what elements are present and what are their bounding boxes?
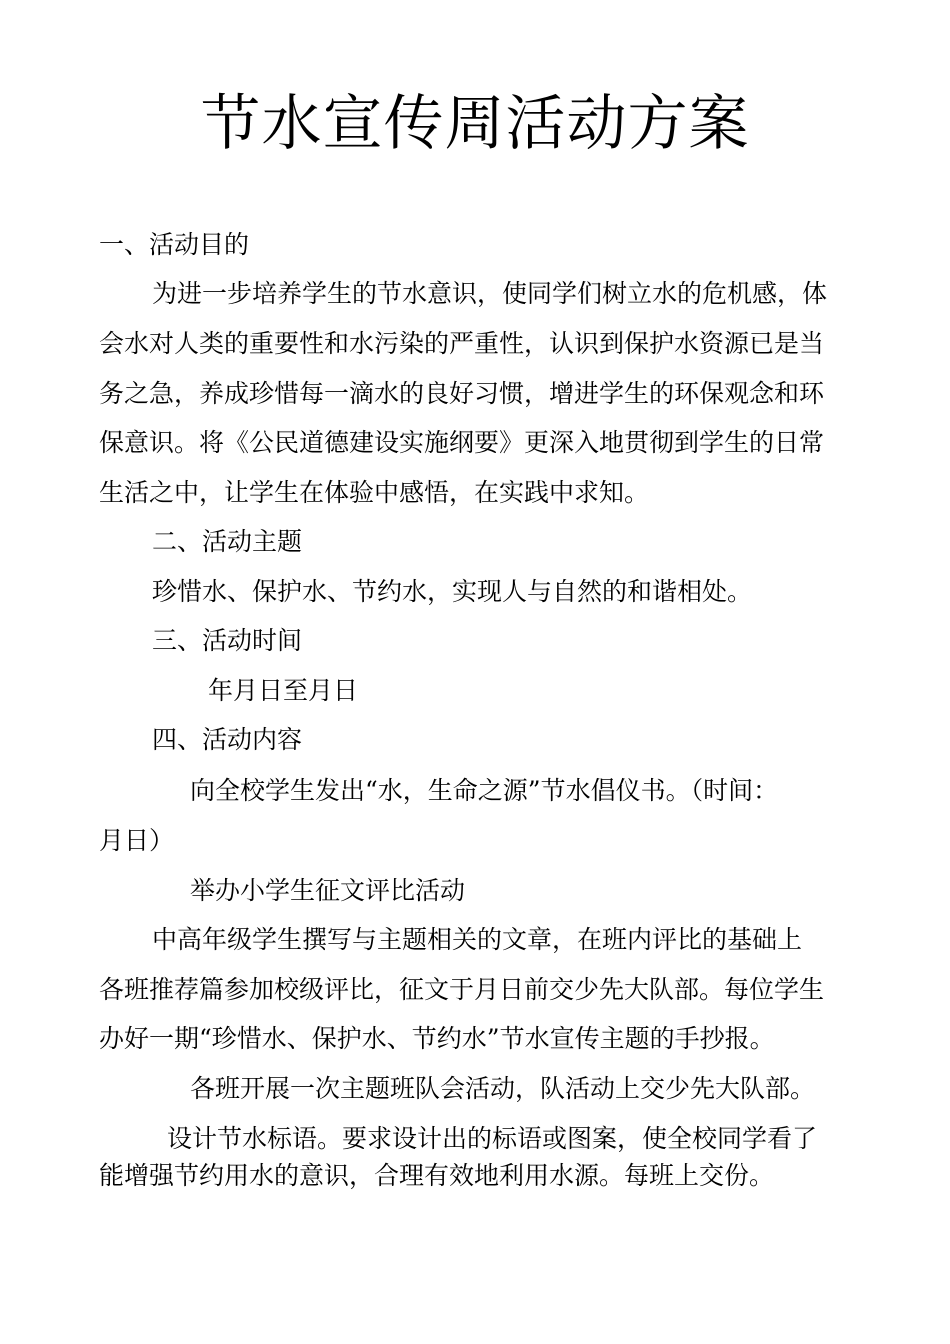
- content-item-line: 月日）: [99, 826, 175, 855]
- section-heading-purpose: 一、活动目的: [99, 230, 250, 259]
- paragraph-line: 为进一步培养学生的节水意识，使同学们树立水的危机感，体: [152, 279, 828, 308]
- section-heading-content: 四、活动内容: [152, 725, 303, 754]
- content-item-line: 能增强节约用水的意识，合理有效地利用水源。每班上交份。: [99, 1161, 775, 1190]
- paragraph-line: 保意识。将《公民道德建设实施纲要》更深入地贯彻到学生的日常: [99, 428, 825, 457]
- content-item-line: 各班开展一次主题班队会活动，队活动上交少先大队部。: [190, 1074, 816, 1103]
- section-heading-theme: 二、活动主题: [152, 527, 303, 556]
- content-item-line: 向全校学生发出“水，生命之源”节水倡仪书。（时间：: [190, 776, 779, 805]
- page-title: 节水宣传周活动方案: [200, 89, 750, 159]
- paragraph-line: 务之急，养成珍惜每一滴水的良好习惯，增进学生的环保观念和环: [99, 379, 825, 408]
- content-item-line: 各班推荐篇参加校级评比，征文于月日前交少先大队部。每位学生: [99, 975, 825, 1004]
- paragraph-line: 生活之中，让学生在体验中感悟，在实践中求知。: [99, 478, 650, 507]
- content-item-line: 办好一期“珍惜水、保护水、节约水”节水宣传主题的手抄报。: [99, 1024, 775, 1053]
- paragraph-line: 会水对人类的重要性和水污染的严重性，认识到保护水资源已是当: [99, 329, 825, 358]
- content-item-heading: 举办小学生征文评比活动: [190, 876, 466, 905]
- content-item-line: 设计节水标语。要求设计出的标语或图案，使全校同学看了: [167, 1124, 818, 1153]
- section-heading-time: 三、活动时间: [152, 626, 303, 655]
- content-item-line: 中高年级学生撰写与主题相关的文章，在班内评比的基础上: [152, 925, 803, 954]
- time-text: 年月日至月日: [208, 676, 359, 705]
- theme-text: 珍惜水、保护水、节约水，实现人与自然的和谐相处。: [152, 577, 753, 606]
